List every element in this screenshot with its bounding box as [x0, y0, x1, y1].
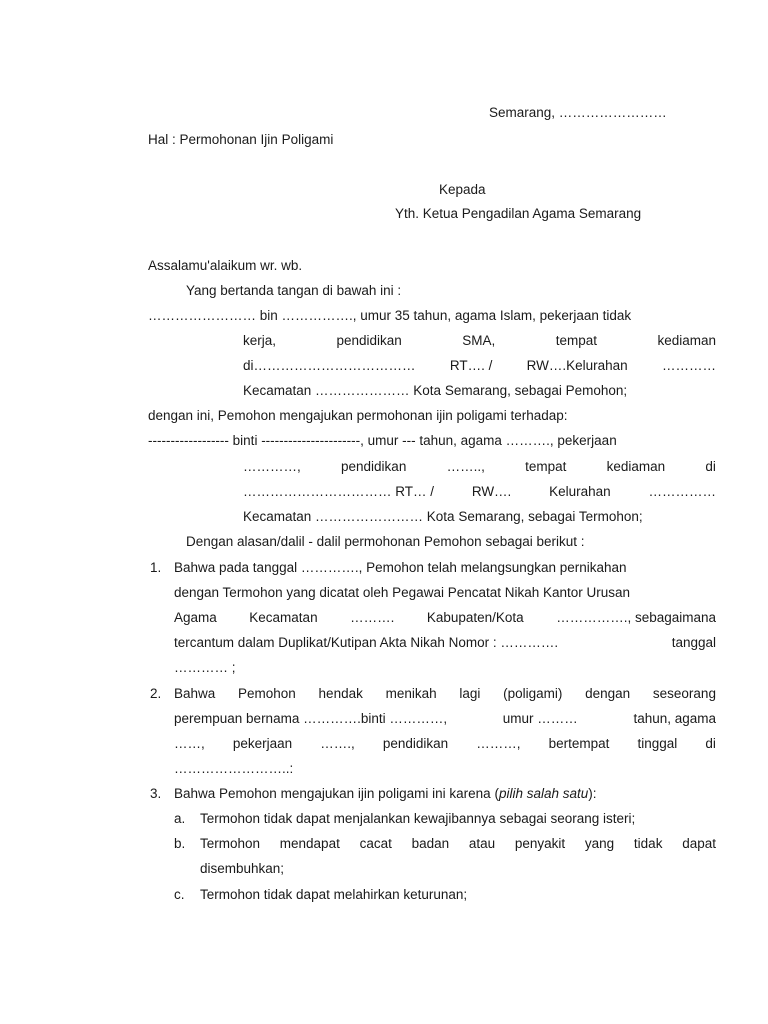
word: ……, — [174, 736, 205, 751]
word: dapat — [682, 836, 716, 851]
point-1-line-5: ………… ; — [174, 660, 236, 675]
point-3-text-a: Bahwa Pemohon mengajukan ijin poligami ini karena ( — [174, 786, 499, 801]
recipient-label: Kepada — [439, 182, 486, 197]
word: pekerjaan — [232, 736, 293, 751]
reasons-intro: Dengan alasan/dalil - dalil permohonan Pemohon sebagai berikut : — [186, 534, 585, 549]
sub-b-line-1 — [200, 835, 716, 853]
point-3-number: 3. — [150, 786, 162, 801]
word: …………, — [243, 459, 301, 474]
word: di — [705, 459, 716, 474]
word: badan — [411, 836, 450, 851]
word: Agama — [174, 610, 217, 625]
word: tempat — [525, 459, 567, 474]
word: seseorang — [652, 686, 716, 701]
word: mendapat — [279, 836, 340, 851]
word: tinggal — [637, 736, 678, 751]
place-date: Semarang, …………………… — [489, 105, 667, 120]
pemohon-line-3 — [243, 357, 716, 375]
greeting: Assalamu'alaikum wr. wb. — [148, 258, 303, 273]
word: Termohon — [200, 836, 261, 851]
word: yang — [584, 836, 615, 851]
termohon-line-2 — [243, 458, 716, 476]
word: Bahwa — [174, 686, 216, 701]
subject-line: Hal : Permohonan Ijin Poligami — [148, 132, 334, 147]
word: pendidikan — [382, 736, 449, 751]
word: tahun, agama — [633, 711, 716, 726]
word: menikah — [385, 686, 437, 701]
pemohon-line-4: Kecamatan ………………… Kota Semarang, sebagai Pemohon; — [243, 383, 628, 398]
word: ……., — [320, 736, 355, 751]
point-1-line-1: Bahwa pada tanggal …………., Pemohon telah melangsungkan pernikahan — [174, 560, 627, 575]
point-3-text-b: ): — [588, 786, 597, 801]
word: perempuan bernama ………….binti …………, — [174, 711, 448, 726]
word: dengan — [585, 686, 631, 701]
point-2-line-2 — [174, 710, 716, 728]
termohon-line-3 — [243, 483, 716, 501]
point-1-line-3 — [174, 609, 716, 627]
word: Pemohon — [238, 686, 296, 701]
word: …………… — [648, 484, 716, 499]
word: …………………………… RT… / — [243, 484, 435, 499]
sub-c-letter: c. — [174, 887, 185, 902]
point-1-line-4 — [174, 634, 716, 652]
word: pendidikan — [336, 333, 402, 348]
sub-a-text: Termohon tidak dapat menjalankan kewajibannya sebagai seorang isteri; — [200, 811, 636, 826]
sub-b-line-2: disembuhkan; — [200, 861, 285, 876]
word: hendak — [318, 686, 363, 701]
word: Kabupaten/Kota — [426, 610, 524, 625]
point-1-line-2: dengan Termohon yang dicatat oleh Pegawai Pencatat Nikah Kantor Urusan — [174, 585, 631, 600]
word: tanggal — [671, 635, 716, 650]
word: kediaman — [606, 459, 666, 474]
word: …….., — [446, 459, 485, 474]
word: ………… — [661, 358, 716, 373]
word: di — [705, 736, 716, 751]
sub-b-letter: b. — [174, 836, 186, 851]
word: di……………………………… — [243, 358, 416, 373]
word: tercantum dalam Duplikat/Kutipan Akta Nikah Nomor : …………. — [174, 635, 559, 650]
word: kediaman — [657, 333, 716, 348]
word: Kelurahan — [549, 484, 611, 499]
word: umur ……… — [502, 711, 578, 726]
word: pendidikan — [341, 459, 407, 474]
pemohon-line-1: …………………… bin ……………., umur 35 tahun, agama Islam, pekerjaan tidak — [148, 308, 632, 323]
point-2-line-3 — [174, 735, 716, 753]
word: SMA, — [462, 333, 496, 348]
point-3-emphasis: pilih salah satu — [498, 786, 589, 801]
termohon-line-1: ------------------ binti ----------------------, umur --- tahun, agama ………., pekerjaan — [148, 433, 617, 448]
word: cacat — [359, 836, 392, 851]
word: RW…. — [471, 484, 512, 499]
point-1-number: 1. — [150, 560, 162, 575]
word: RW….Kelurahan — [526, 358, 628, 373]
word: ………. — [350, 610, 395, 625]
word: ……………., sebagaimana — [556, 610, 716, 625]
word: bertempat — [548, 736, 610, 751]
point-2-line-4: ……………………..: — [174, 761, 294, 776]
sub-c-text: Termohon tidak dapat melahirkan keturunan; — [200, 887, 468, 902]
word: tempat — [555, 333, 597, 348]
recipient-name: Yth. Ketua Pengadilan Agama Semarang — [395, 206, 642, 221]
word: penyakit — [514, 836, 566, 851]
point-3-line-1 — [174, 785, 597, 803]
word: Kecamatan — [249, 610, 318, 625]
point-2-number: 2. — [150, 686, 162, 701]
word: RT…. / — [449, 358, 493, 373]
word: kerja, — [243, 333, 277, 348]
point-2-line-1 — [174, 685, 716, 703]
word: tidak — [633, 836, 663, 851]
word: (poligami) — [503, 686, 563, 701]
sub-a-letter: a. — [174, 811, 186, 826]
pemohon-line-2 — [243, 332, 716, 350]
word: lagi — [459, 686, 481, 701]
intro-line: Yang bertanda tangan di bawah ini : — [186, 283, 402, 298]
transition-line: dengan ini, Pemohon mengajukan permohonan ijin poligami terhadap: — [148, 408, 568, 423]
word: ………, — [476, 736, 521, 751]
termohon-line-4: Kecamatan …………………… Kota Semarang, sebagai Termohon; — [243, 509, 643, 524]
word: atau — [468, 836, 496, 851]
